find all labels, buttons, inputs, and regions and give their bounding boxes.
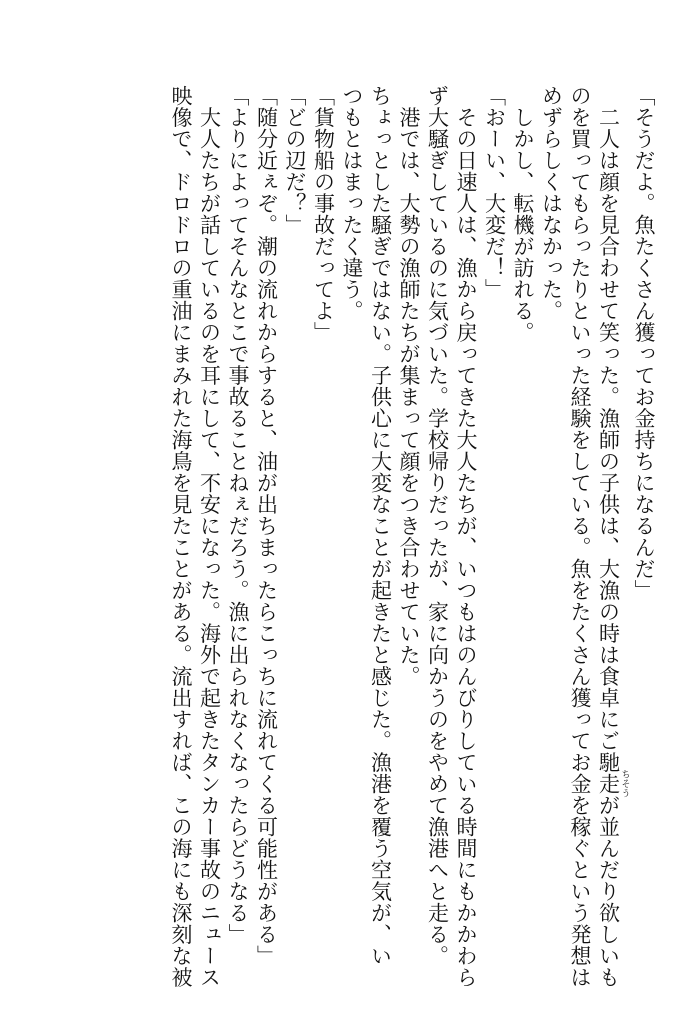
- text-line-part: その日速人は、漁から戻ってきた大人たちが、いつもはのんびりしている時間にもかかわら: [454, 106, 478, 988]
- text-line: のを買ってもらったりといった経験をしている。魚をたくさん獲ってお金を稼ぐという発想は: [568, 85, 592, 988]
- text-line: めずらしくはなかった。: [539, 85, 564, 322]
- text-line-part: しかし、転機が訪れる。: [511, 106, 535, 343]
- text-line-part: 二人は顔を見合わせて笑った。漁師の子供は、大漁の時は食卓にご馳: [596, 106, 621, 773]
- text-line: [509, 85, 538, 945]
- ruby-word: [596, 769, 630, 798]
- text-line: 「随分近ぇぞ。潮の流れからすると、油が出ちまったらこっちに流れてくる可能性がある」: [254, 85, 279, 967]
- text-line: 「どの辺だ？」: [283, 85, 307, 236]
- text-line: ず大騒ぎしているのに気づいた。学校帰りだったが、家に向かうのをやめて漁港へと走る。: [425, 85, 450, 967]
- text-line: [395, 85, 424, 945]
- vertical-text-body: [28, 85, 658, 988]
- text-line: ちょっとした騒ぎではない。子供心に大変なことが起きたと感じた。漁港を覆う空気が、い: [368, 85, 393, 967]
- text-line-part: 港では、大勢の漁師たちが集まって顔をつき合わせていた。: [397, 106, 421, 687]
- text-line-part: 大人たちが話しているのを耳にして、不安になった。海外で起きたタンカー事故のニュース: [197, 106, 222, 988]
- text-line: 「よりによってそんなとこで事故ることねぇだろう。漁に出られなくなったらどうなる」: [226, 85, 250, 945]
- ruby-base: 走: [596, 769, 621, 798]
- text-line: [195, 85, 224, 988]
- text-line: 「そうだよ。魚たくさん獲ってお金持ちになるんだ」: [632, 85, 656, 601]
- text-line: [594, 85, 630, 988]
- text-line: 映像で、ドロドロの重油にまみれた海鳥を見たことがある。流出すれば、この海にも深刻な被: [169, 85, 193, 988]
- text-line: 「おーい、大変だ！」: [482, 85, 507, 300]
- text-line: 「貨物船の事故だってよ」: [311, 85, 336, 343]
- text-line-part: が並んだり欲しいも: [596, 794, 621, 988]
- text-line: つもとはまったく違う。: [340, 85, 364, 322]
- ruby-reading: ちそう: [619, 769, 630, 798]
- text-line: [452, 85, 481, 988]
